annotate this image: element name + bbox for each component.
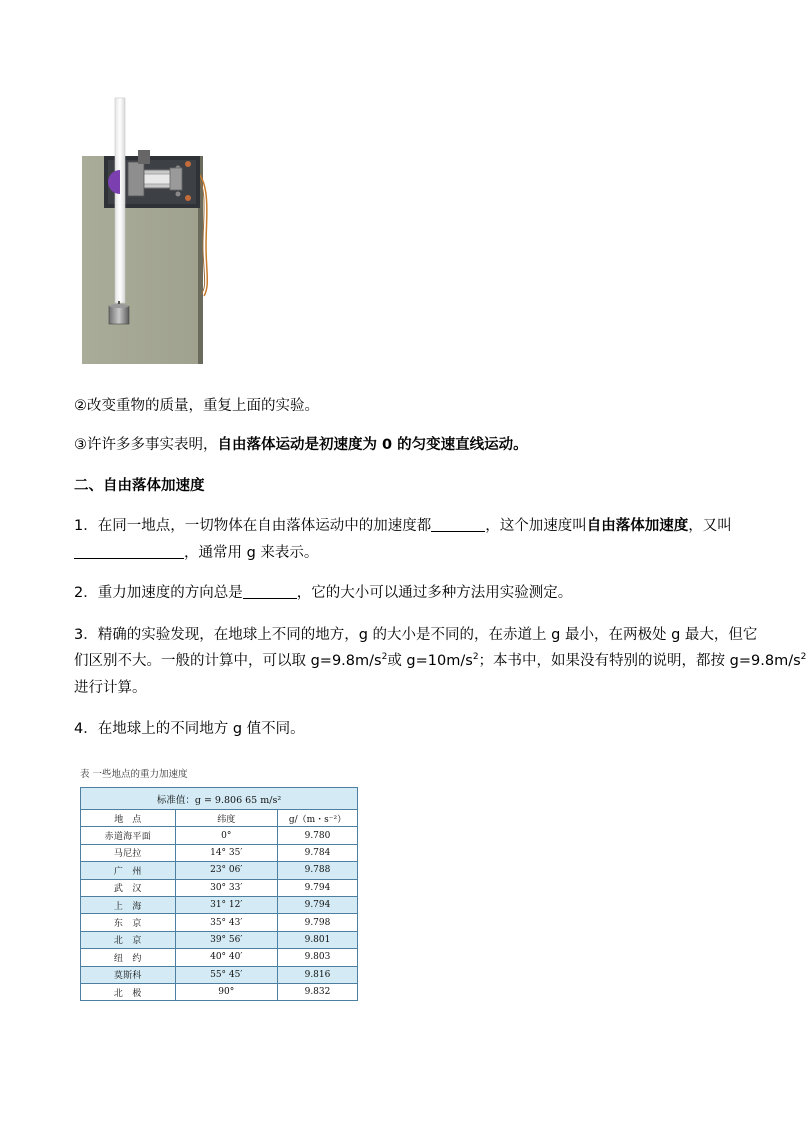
latitude-cell: 90°	[175, 983, 277, 1000]
gravity-cell: 9.794	[277, 896, 357, 913]
table-row	[81, 949, 358, 966]
gravity-cell: 9.816	[277, 966, 357, 983]
table-row	[81, 879, 358, 896]
item-text: ，这个加速度叫	[485, 518, 587, 534]
latitude-cell: 14° 35′	[175, 844, 277, 861]
item-text: 1．在同一地点，一切物体在自由落体运动中的加速度都	[74, 518, 432, 534]
item-text: ，通常用 g 来表示。	[184, 545, 319, 561]
para-text: ③许许多多事实表明，	[74, 437, 218, 453]
para-conclusion	[74, 435, 528, 455]
latitude-cell: 40° 40′	[175, 949, 277, 966]
superscript: 2	[800, 652, 806, 662]
item-1-line-1	[74, 516, 732, 536]
item-text: 4．在地球上的不同地方 g 值不同。	[74, 721, 305, 737]
heading-text: 二、自由落体加速度	[74, 478, 205, 494]
table-row	[81, 966, 358, 983]
paper-tape	[115, 98, 125, 303]
latitude-cell: 55° 45′	[175, 966, 277, 983]
location-cell: 广 州	[81, 862, 176, 879]
weight	[109, 306, 129, 324]
gravity-cell: 9.798	[277, 914, 357, 931]
latitude-cell: 35° 43′	[175, 914, 277, 931]
para-change-mass	[74, 396, 319, 416]
latitude-cell: 39° 56′	[175, 931, 277, 948]
gravity-cell: 9.780	[277, 827, 357, 844]
item-3-line-3	[74, 678, 147, 698]
para-bold-text: 自由落体运动是初速度为 0 的匀变速直线运动。	[217, 437, 528, 453]
table-row	[81, 896, 358, 913]
location-cell: 赤道海平面	[81, 827, 176, 844]
item-text: 进行计算。	[74, 680, 147, 696]
table-row	[81, 983, 358, 1000]
location-cell: 北 京	[81, 931, 176, 948]
fill-blank[interactable]	[74, 543, 184, 559]
gravity-cell: 9.803	[277, 949, 357, 966]
table-row	[81, 931, 358, 948]
gravity-cell: 9.794	[277, 879, 357, 896]
table-header-row	[81, 810, 358, 827]
header-latitude: 纬度	[175, 810, 277, 827]
item-4	[74, 719, 305, 739]
item-text: 2．重力加速度的方向总是	[74, 585, 243, 601]
item-bold-text: 自由落体加速度	[586, 518, 689, 534]
latitude-cell: 23° 06′	[175, 862, 277, 879]
superscript: 2	[472, 652, 479, 662]
latitude-cell: 0°	[175, 827, 277, 844]
location-cell: 莫斯科	[81, 966, 176, 983]
item-2	[74, 583, 572, 603]
para-text: ②改变重物的质量，重复上面的实验。	[74, 398, 319, 414]
header-gravity: g/（m・s⁻²）	[277, 810, 357, 827]
item-text: 3．精确的实验发现，在地球上不同的地方，g 的大小是不同的，在赤道上 g 最小，在两极处 g 最大，但它	[74, 627, 758, 643]
table-row	[81, 844, 358, 861]
gravity-cell: 9.832	[277, 983, 357, 1000]
location-cell: 武 汉	[81, 879, 176, 896]
latitude-cell: 31° 12′	[175, 896, 277, 913]
item-text: 或 g=10m/s	[387, 653, 473, 669]
table-row	[81, 914, 358, 931]
free-fall-apparatus-illustration	[80, 96, 215, 366]
fill-blank[interactable]	[431, 516, 485, 532]
table-standard-row	[81, 788, 358, 810]
gravity-cell: 9.784	[277, 844, 357, 861]
item-1-line-2	[74, 543, 318, 563]
standard-value-cell: 标准值：g = 9.806 65 m/s²	[81, 788, 358, 810]
item-3-line-2	[74, 651, 806, 671]
location-cell: 纽 约	[81, 949, 176, 966]
table-row	[81, 827, 358, 844]
item-3-line-1	[74, 625, 757, 645]
item-text: ；本书中，如果没有特别的说明，都按 g=9.8m/s	[478, 653, 801, 669]
fill-blank[interactable]	[243, 583, 297, 599]
gravity-table	[80, 787, 358, 1001]
latitude-cell: 30° 33′	[175, 879, 277, 896]
superscript: 2	[381, 652, 388, 662]
location-cell: 上 海	[81, 896, 176, 913]
table-row	[81, 862, 358, 879]
gravity-cell: 9.788	[277, 862, 357, 879]
location-cell: 马尼拉	[81, 844, 176, 861]
location-cell: 北 极	[81, 983, 176, 1000]
header-location: 地 点	[81, 810, 176, 827]
item-text: ，又叫	[688, 518, 732, 534]
section-heading	[74, 476, 205, 496]
item-text: 们区别不大。一般的计算中，可以取 g=9.8m/s	[74, 653, 382, 669]
table-caption: 表 一些地点的重力加速度	[80, 769, 188, 780]
location-cell: 东 京	[81, 914, 176, 931]
item-text: ，它的大小可以通过多种方法用实验测定。	[296, 585, 573, 601]
gravity-cell: 9.801	[277, 931, 357, 948]
